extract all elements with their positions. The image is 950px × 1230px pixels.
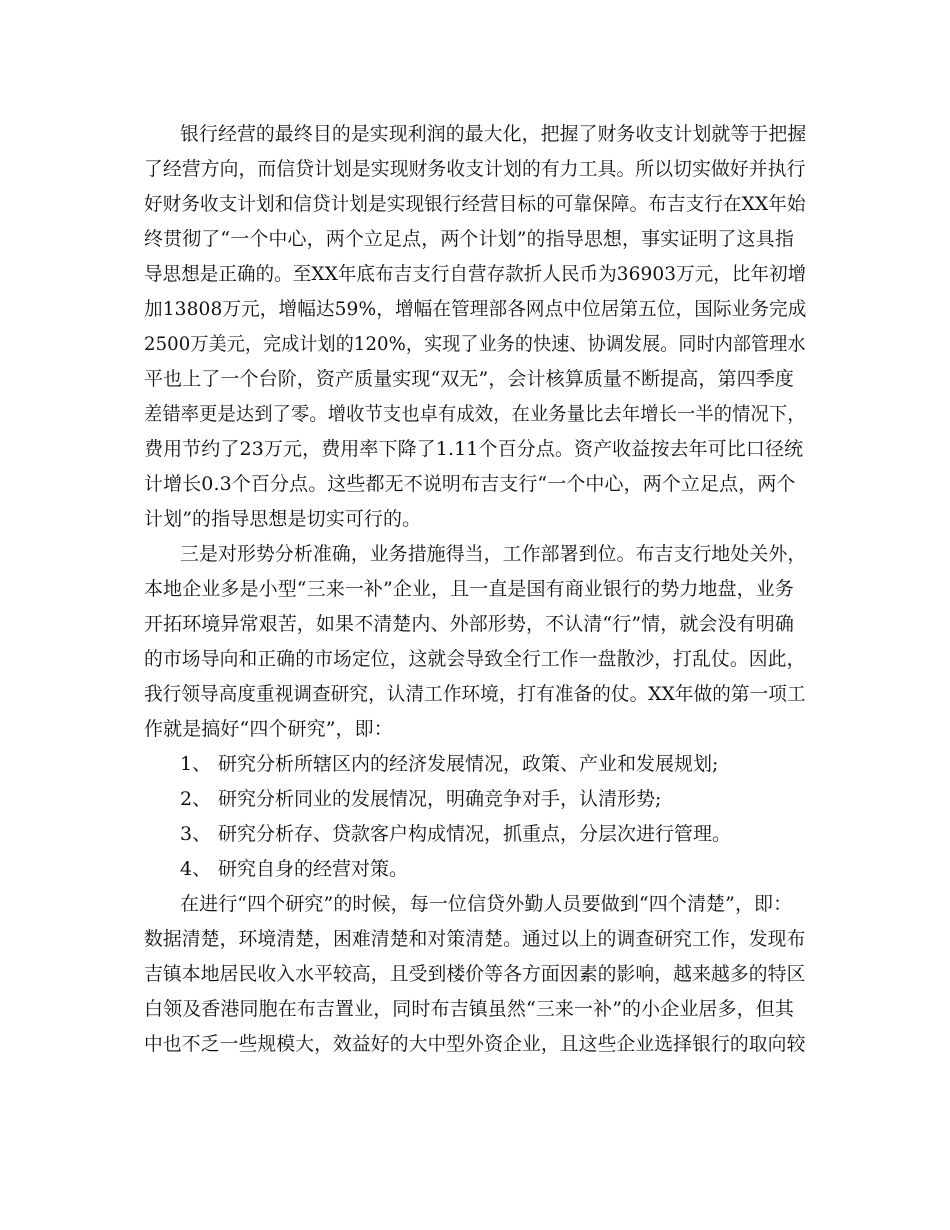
text-line: 在进行“四个研究”的时候，每一位信贷外勤人员要做到“四个清楚”，即： [180, 893, 793, 915]
text-line: 计划”的指导思想是切实可行的。 [144, 508, 422, 530]
list-item-text: 研究分析存、贷款客户构成情况，抓重点，分层次进行管理。 [218, 823, 732, 845]
text-line: 数据清楚，环境清楚，困难清楚和对策清楚。通过以上的调查研究工作，发现布 [144, 928, 806, 950]
text-line: 终贯彻了“一个中心，两个立足点，两个计划”的指导思想，事实证明了这具指 [144, 228, 794, 250]
text-line: 费用节约了23万元，费用率下降了1.11个百分点。资产收益按去年可比口径统 [144, 438, 804, 460]
text-line: 好财务收支计划和信贷计划是实现银行经营目标的可靠保障。布吉支行在XX年始 [144, 193, 806, 215]
text-line: 差错率更是达到了零。增收节支也卓有成效，在业务量比去年增长一半的情况下， [144, 403, 806, 425]
text-line: 导思想是正确的。至XX年底布吉支行自营存款折人民币为36903万元，比年初增 [144, 263, 807, 285]
text-line: 加13808万元，增幅达59%，增幅在管理部各网点中位居第五位，国际业务完成 [144, 298, 807, 320]
text-line: 白领及香港同胞在布吉置业，同时布吉镇虽然“三来一补”的小企业居多，但其 [144, 998, 794, 1020]
list-item-number: 4、 [180, 858, 212, 880]
list-item-number: 1、 [180, 753, 212, 775]
text-line: 作就是搞好“四个研究”，即： [144, 718, 393, 740]
text-line: 计增长0.3个百分点。这些都无不说明布吉支行“一个中心，两个立足点，两个 [144, 473, 796, 495]
text-line: 银行经营的最终目的是实现利润的最大化，把握了财务收支计划就等于把握 [180, 123, 807, 145]
list-item-text: 研究分析所辖区内的经济发展情况，政策、产业和发展规划; [218, 753, 719, 775]
text-line: 平也上了一个台阶，资产质量实现“双无”，会计核算质量不断提高，第四季度 [144, 368, 794, 390]
text-line: 开拓环境异常艰苦，如果不清楚内、外部形势，不认清“行”情，就会没有明确 [144, 613, 794, 635]
text-line: 2500万美元，完成计划的120%，实现了业务的快速、协调发展。同时内部管理水 [144, 333, 806, 355]
text-line: 三是对形势分析准确，业务措施得当，工作部署到位。布吉支行地处关外， [180, 543, 807, 565]
list-item-number: 3、 [180, 823, 212, 845]
list-item-number: 2、 [180, 788, 212, 810]
list-item-text: 研究分析同业的发展情况，明确竞争对手，认清形势; [218, 788, 662, 810]
list-item-text: 研究自身的经营对策。 [218, 858, 409, 880]
text-line: 吉镇本地居民收入水平较高，且受到楼价等各方面因素的影响，越来越多的特区 [144, 963, 806, 985]
text-line: 我行领导高度重视调查研究，认清工作环境，打有准备的仗。XX年做的第一项工 [144, 683, 806, 705]
text-line: 的市场导向和正确的市场定位，这就会导致全行工作一盘散沙，打乱仗。因此， [144, 648, 806, 670]
text-line: 中也不乏一些规模大，效益好的大中型外资企业，且这些企业选择银行的取向较 [144, 1033, 806, 1055]
text-line: 了经营方向，而信贷计划是实现财务收支计划的有力工具。所以切实做好并执行 [144, 158, 806, 180]
text-line: 本地企业多是小型“三来一补”企业，且一直是国有商业银行的势力地盘，业务 [144, 578, 794, 600]
